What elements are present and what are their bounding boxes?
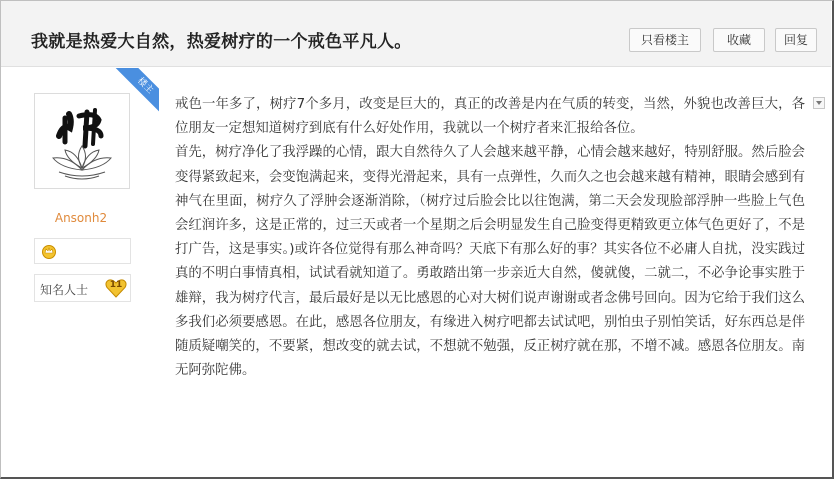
rank-title: 知名人士 xyxy=(40,283,89,297)
favorite-button[interactable]: 收藏 xyxy=(713,28,765,52)
louzhu-badge-label: 楼主 xyxy=(111,68,159,116)
avatar[interactable] xyxy=(34,93,130,189)
post-menu-toggle[interactable] xyxy=(813,97,825,109)
buddha-lotus-icon xyxy=(39,98,125,184)
reply-button[interactable]: 回复 xyxy=(775,28,817,52)
level-badge xyxy=(34,238,131,264)
post-content xyxy=(175,93,805,383)
thread-title: 我就是热爱大自然，热爱树疗的一个戒色平凡人。 xyxy=(31,32,412,52)
only-author-button[interactable]: 只看楼主 xyxy=(629,28,701,52)
post-paragraph: 戒色一年多了，树疗7个多月，改变是巨大的，真正的改善是内在气质的转变，当然，外貌也改善巨大，各位朋友一定想知道树疗到底有什么好处作用，我就以一个树疗者来汇报给各位。 xyxy=(175,97,805,137)
rank-badge xyxy=(34,274,131,302)
post-paragraph: 首先，树疗净化了我浮躁的心情，跟大自然待久了人会越来越平静，心情会越来越好，特别舒服。然后脸会变得紧致起来，会变饱满起来，变得光滑起来，具有一点弹性，久而久之也会越来越有精神，眼睛会感到有神气在里面，树疗久了浮肿会逐渐消除，（树疗过后脸会比以往饱满，第二天会发现脸部浮肿一些脸上气色会红润许多，这是正常的，过三天或者一个星期之后会明显发生自己脸变得更精致更立体气色更好了，不是打广告，这是事实。)或许各位觉得有那么神奇吗？天底下有那么好的事？其实各位不必庸人自扰，没实践过真的不明白事情真相，试试看就知道了。勇敢踏出第一步亲近大自然，傻就傻，二就二，不必争论事实胜于雄辩，我为树疗代言，最后最好是以无比感恩的心对大树们说声谢谢或者念佛号回向。因为它给于我们这么多我们必须要感恩。在此，感恩各位朋友，有缘进入树疗吧都去试试吧，别怕虫子别怕笑话，好东西总是伴随质疑嘲笑的，不要紧，想改变的就去试，不想就不勉强，反正树疗就在那，不增不减。感恩各位朋友。南无阿弥陀佛。 xyxy=(175,145,805,379)
author-name[interactable]: Ansonh2 xyxy=(54,211,108,225)
crown-icon xyxy=(41,243,57,259)
rank-level: 11 xyxy=(109,280,123,290)
thread-header xyxy=(1,1,831,67)
author-sidebar xyxy=(1,68,159,477)
